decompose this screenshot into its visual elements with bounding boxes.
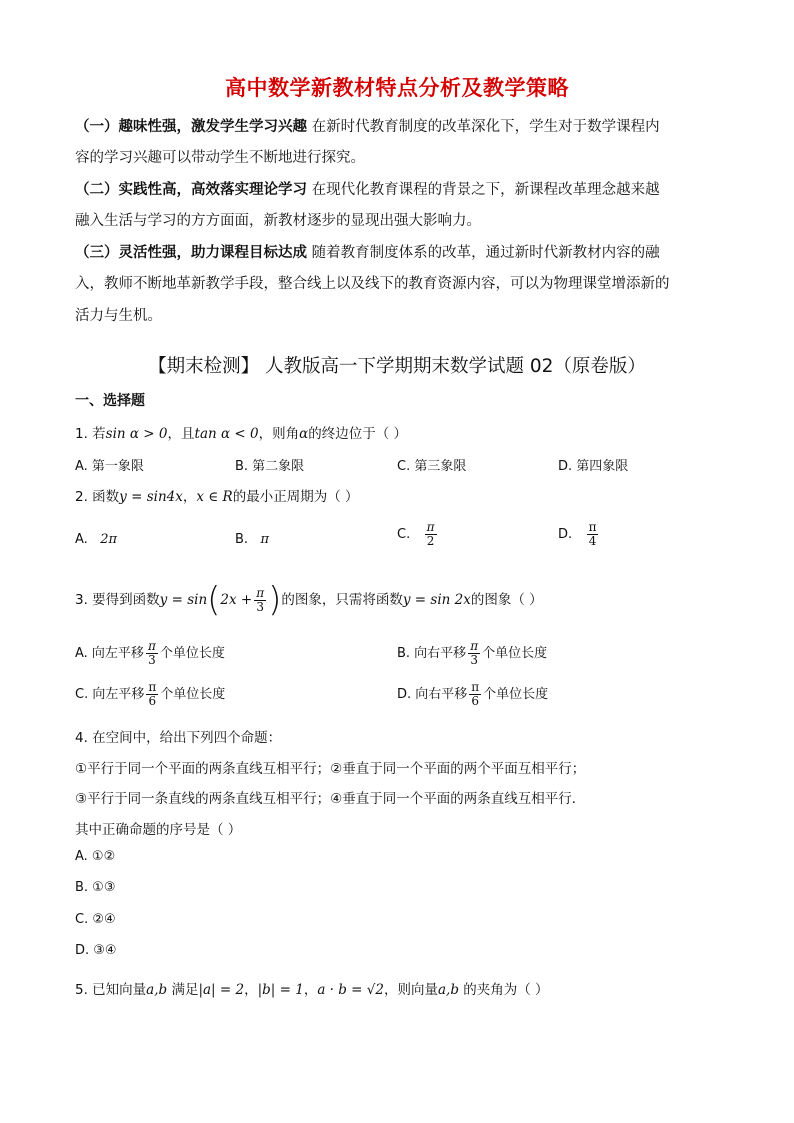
q3-option-d-tail: 个单位长度 [483, 687, 549, 702]
q5-cond: 满足 [171, 982, 199, 998]
q3-option-b-fraction [468, 640, 480, 667]
q1-condition-1: sin α > 0 [105, 426, 168, 442]
q2-option-c-letter: C. [397, 527, 411, 542]
question-4-stem: 4. 在空间中，给出下列四个命题： [75, 730, 282, 746]
question-2-stem [75, 485, 359, 505]
q1-option-a: A. 第一象限 [75, 459, 144, 474]
q2-option-c-den: 2 [426, 534, 435, 548]
q1-end: 的终边位于（ ） [308, 426, 407, 442]
q3-option-c-label: C. 向左平移 [75, 687, 145, 702]
q4-option-b: B. ①③ [75, 880, 116, 895]
paragraph-2-text: 在现代化教育课程的背景之下，新课程改革理念越来越 [307, 182, 660, 198]
q3-option-d [397, 681, 548, 708]
exam-title: 【期末检测】 人教版高一下学期期末数学试题 02（原卷版） [148, 356, 646, 377]
paragraph-1-lead: （一）趣味性强，激发学生学习兴趣 [75, 119, 307, 135]
paragraph-3-lead: （三）灵活性强，助力课程目标达成 [75, 245, 307, 261]
q3-function-2: y = sin 2x [402, 592, 471, 608]
q3-option-c [75, 681, 225, 708]
q2-sep: ， [182, 489, 197, 505]
q3-option-d-den: 6 [471, 694, 480, 708]
q2-option-a [75, 532, 117, 547]
q3-left-paren: ( [207, 580, 221, 620]
paragraph-3-line-3: 活力与生机。 [75, 308, 162, 324]
q3-inner-fraction [254, 587, 266, 614]
q5-mid: ，则向量 [383, 982, 438, 998]
q3-option-c-num: π [148, 680, 157, 694]
q2-option-a-letter: A. [75, 532, 88, 547]
q5-vectors-2: a,b [437, 982, 459, 998]
q3-num: 3. 要得到函数 [75, 592, 160, 608]
q2-option-d-num: π [588, 520, 597, 534]
q4-option-a: A. ①② [75, 849, 116, 864]
q3-option-a [75, 640, 225, 667]
q3-option-a-fraction [146, 640, 158, 667]
q1-num: 1. 若 [75, 426, 106, 442]
q3-inner-num: π [256, 585, 265, 600]
q2-option-d [558, 521, 600, 548]
q2-option-d-fraction [587, 521, 599, 548]
question-3-stem [75, 580, 543, 620]
q3-mid: 的图象，只需将函数 [281, 592, 403, 608]
q3-option-b-num: π [470, 639, 479, 653]
paragraph-2-line-1 [75, 180, 660, 200]
section-heading: 一、选择题 [75, 393, 145, 409]
q2-num: 2. 函数 [75, 489, 120, 505]
q3-right-paren: ) [268, 580, 282, 620]
q2-option-c-fraction [425, 521, 437, 548]
q2-option-b-value: π [260, 532, 270, 547]
q3-option-a-tail: 个单位长度 [159, 646, 225, 661]
q3-inner: 2x + [220, 592, 253, 608]
q3-option-b-den: 3 [470, 653, 478, 667]
document-title: 高中数学新教材特点分析及教学策略 [225, 76, 569, 100]
q3-option-a-num: π [147, 639, 156, 653]
q1-option-d: D. 第四象限 [558, 459, 629, 474]
paragraph-1-line-1 [75, 117, 660, 137]
q5-end: 的夹角为（ ） [463, 982, 549, 998]
q3-option-d-fraction [469, 681, 481, 708]
q2-option-b-letter: B. [235, 532, 249, 547]
q2-option-d-letter: D. [558, 527, 573, 542]
q3-option-d-num: π [471, 680, 480, 694]
q2-option-d-den: 4 [588, 534, 597, 548]
q5-abs-b: |b| = 1 [257, 982, 304, 998]
q3-option-c-fraction [146, 681, 158, 708]
q3-inner-den: 3 [256, 599, 264, 614]
q4-statement-line-1: ①平行于同一个平面的两条直线互相平行；②垂直于同一个平面的两个平面互相平行； [75, 761, 586, 777]
q2-domain: x ∈ R [196, 489, 233, 505]
paragraph-2-line-2: 融入生活与学习的方方面面，新教材逐步的显现出强大影响力。 [75, 213, 481, 229]
q4-ask: 其中正确命题的序号是（ ） [75, 822, 242, 838]
q5-vectors: a,b [146, 982, 168, 998]
q5-comma-2: ， [303, 982, 318, 998]
q1-option-c: C. 第三象限 [397, 459, 467, 474]
q4-statement-line-2: ③平行于同一条直线的两条直线互相平行；④垂直于同一个平面的两条直线互相平行． [75, 791, 586, 807]
q3-option-d-label: D. 向右平移 [397, 687, 468, 702]
q5-comma-1: ， [244, 982, 258, 998]
q3-option-c-den: 6 [148, 694, 157, 708]
question-5-stem [75, 978, 549, 998]
q2-option-c-num: π [426, 520, 435, 534]
paragraph-1-line-2: 容的学习兴趣可以带动学生不断地进行探究。 [75, 150, 365, 166]
q3-option-c-tail: 个单位长度 [160, 687, 226, 702]
q5-dot-product: a · b = √2 [317, 982, 384, 998]
q3-end: 的图象（ ） [470, 592, 543, 608]
q5-abs-a: |a| = 2 [198, 982, 245, 998]
paragraph-3-text: 随着教育制度体系的改革，通过新时代新教材内容的融 [307, 245, 660, 261]
q2-option-b [235, 532, 269, 547]
q1-mid: ，且 [167, 426, 195, 442]
q2-function: y = sin4x [119, 489, 183, 505]
q2-option-c [397, 521, 439, 548]
q2-end: 的最小正周期为（ ） [232, 489, 359, 505]
q5-num: 5. 已知向量 [75, 982, 147, 998]
q4-option-c: C. ②④ [75, 912, 116, 927]
q3-function: y = sin [159, 592, 208, 608]
q3-option-a-label: A. 向左平移 [75, 646, 144, 661]
paragraph-1-text: 在新时代教育制度的改革深化下，学生对于数学课程内 [307, 119, 660, 135]
q4-option-d: D. ③④ [75, 943, 117, 958]
q1-condition-2: tan α < 0 [194, 426, 259, 442]
paragraph-3-line-2: 入，教师不断地革新教学手段，整合线上以及线下的教育资源内容，可以为物理课堂增添新的 [75, 276, 670, 292]
paragraph-3-line-1 [75, 243, 660, 263]
q3-option-a-den: 3 [148, 653, 156, 667]
q1-tail: ，则角 [258, 426, 300, 442]
q1-alpha: α [299, 426, 309, 442]
paragraph-2-lead: （二）实践性高，高效落实理论学习 [75, 182, 307, 198]
q2-option-a-value: 2π [100, 532, 118, 547]
q3-option-b-label: B. 向右平移 [397, 646, 467, 661]
q1-option-b: B. 第二象限 [235, 459, 305, 474]
q3-option-b [397, 640, 547, 667]
q3-option-b-tail: 个单位长度 [482, 646, 548, 661]
question-1-stem [75, 422, 407, 442]
